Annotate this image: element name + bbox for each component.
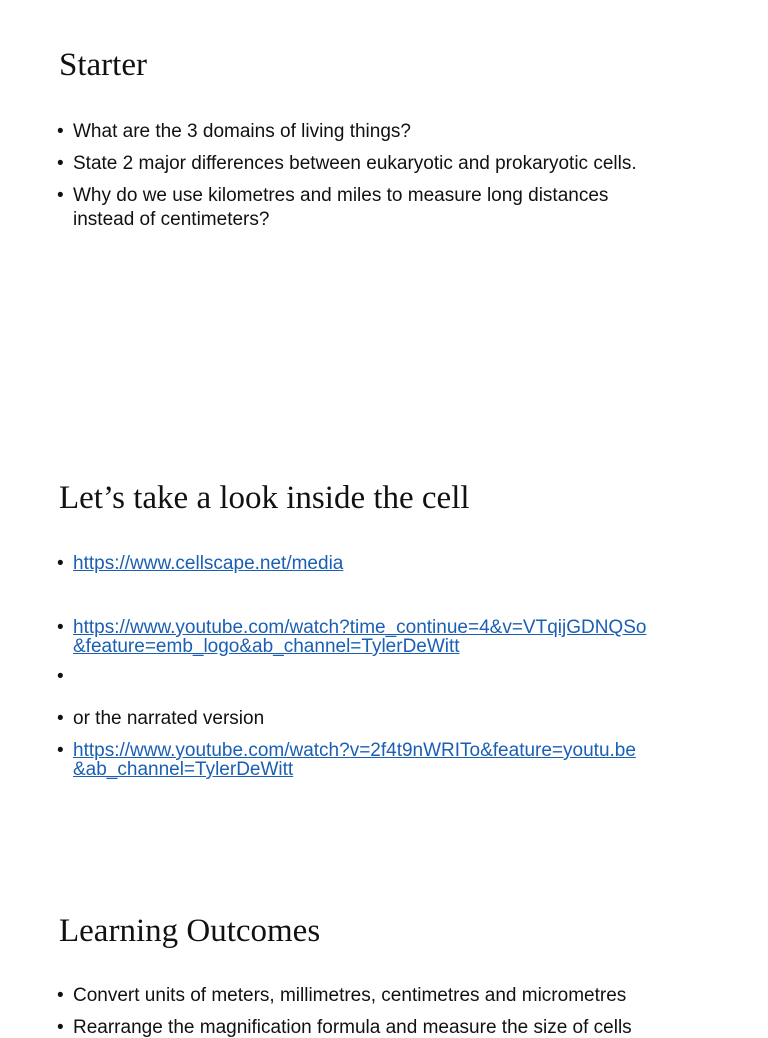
youtube-link-1[interactable]: https://www.youtube.com/watch?time_continue=4&v=VTqijGDNQSo	[73, 617, 647, 638]
bullet-icon: •	[57, 708, 64, 729]
bullet-text-continued: instead of centimeters?	[73, 209, 270, 230]
bullet-text: What are the 3 domains of living things?	[73, 121, 411, 142]
bullet-icon: •	[57, 666, 64, 687]
cellscape-link[interactable]: https://www.cellscape.net/media	[73, 553, 344, 574]
bullet-text: State 2 major differences between eukaryotic and prokaryotic cells.	[73, 153, 637, 174]
bullet-icon: •	[57, 553, 64, 574]
list-item	[57, 1017, 728, 1038]
youtube-link-2-continued[interactable]: &ab_channel=TylerDeWitt	[73, 759, 294, 780]
slide-title: Learning Outcomes	[59, 913, 321, 949]
list-item	[57, 985, 728, 1006]
youtube-link-1-continued[interactable]: &feature=emb_logo&ab_channel=TylerDeWitt	[73, 636, 460, 657]
bullet-text: Why do we use kilometres and miles to measure long distances	[73, 185, 609, 206]
slide-title: Starter	[59, 47, 147, 83]
bullet-icon: •	[57, 740, 64, 761]
bullet-text: Convert units of meters, millimetres, centimetres and micrometres	[73, 985, 627, 1006]
bullet-icon: •	[57, 985, 64, 1006]
bullet-icon: •	[57, 185, 64, 206]
bullet-text: or the narrated version	[73, 708, 265, 729]
bullet-icon: •	[57, 121, 64, 142]
bullet-icon: •	[57, 1017, 64, 1038]
slide-title: Let’s take a look inside the cell	[59, 480, 470, 516]
bullet-text: Rearrange the magnification formula and measure the size of cells	[73, 1017, 632, 1038]
bullet-icon: •	[57, 617, 64, 638]
youtube-link-2[interactable]: https://www.youtube.com/watch?v=2f4t9nWRITo&feature=youtu.be	[73, 740, 636, 761]
bullet-icon: •	[57, 153, 64, 174]
bullet-list	[57, 985, 728, 1038]
